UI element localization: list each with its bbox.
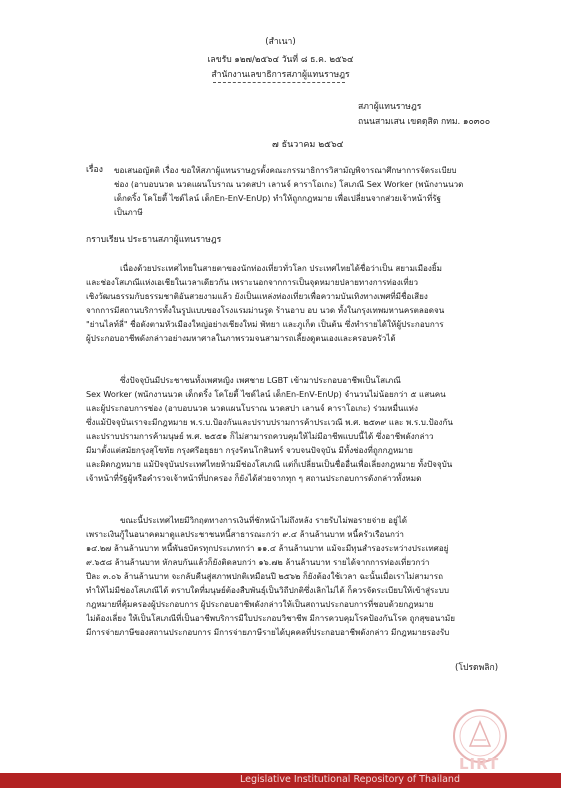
salutation: กราบเรียน ประธานสภาผู้แทนราษฎร [86,235,222,245]
paragraph-line: ซึ่งปัจจุบันมีประชาชนทั้งเพศหญิง เพศชาย LGBT เข้ามาประกอบอาชีพเป็นโสเภณี [120,375,401,385]
paragraph-line: ทำให้ไม่มีช่องโสเภณีได้ ตราบใดที่มนุษย์ต้องสืบพันธุ์เป็นวิถีปกติซึ่งเลิกไม่ได้ ก็ควรจัดระเบียบให้เข้าสู่ระบบ [86,585,450,595]
paragraph-line: Sex Worker (พนักงานนวด เด็กดริ้ง โคโยตี้ ไซด์ไลน์ เด็กEn-EnV-EnUp) จำนวนไม่น้อยกว่า ๕ แสนคน [86,389,446,399]
paragraph-line: ๑๔.๒๗ ล้านล้านบาท หนี้พันธบัตรทุกประเภทกว่า ๑๑.๔ ล้านล้านบาท แม้จะมีทุนสำรองระหว่างประเทศอยู่ [86,543,449,553]
paragraph-line: ๙.๖๕๘ ล้านล้านบาท หักลบกันแล้วก็ยังติดลบกว่า ๑๖.๗๒ ล้านล้านบาท รายได้จากการท่องเที่ยวกว่า [86,557,430,567]
paragraph-line: จากการมีสถานบริการทั้งในรูปแบบของโรงแรมม่านรูด ร้านอาบ อบ นวด ทั้งในกรุงเทพมหานครตลอดจน [86,305,445,315]
paragraph-line: และผิดกฎหมาย แม้ปัจจุบันประเทศไทยห้ามมีช่องโสเภณี แต่ก็เปลี่ยนเป็นชื่ออื่นเพื่อเลี่ยงกฎหมาย ทั้งปัจจุบัน [86,459,453,469]
paragraph-line: ซึ่งแม้ปัจจุบันเราจะมีกฎหมาย พ.ร.บ.ป้องกันและปราบปรามการค้าประเวณี พ.ศ. ๒๕๓๙ และ พ.ร.บ.ป้องกัน [86,417,453,427]
office-name: สำนักงานเลขาธิการสภาผู้แทนราษฎร [211,70,350,80]
paragraph-line: ปีละ ๓.๐๖ ล้านล้านบาท จะกลับคืนสู่สภาพปกติเหมือนปี ๒๕๖๒ ก็ยังต้องใช้เวลา ฉะนั้นเมื่อเราไม่สามารถ [86,571,443,581]
subject-line: ขอเสนอญัตติ เรื่อง ขอให้สภาผู้แทนราษฎรตั้งคณะกรรมาธิการวิสามัญพิจารณาศึกษาการจัดระเบียบ [114,165,457,175]
copy-mark: (สำเนา) [265,37,296,47]
address-line-2: ถนนสามเสน เขตดุสิต กทม. ๑๐๓๐๐ [358,117,491,127]
paragraph-line: เนื่องด้วยประเทศไทยในสายตาของนักท่องเที่ยวทั่วโลก ประเทศไทยได้ชื่อว่าเป็น สยามเมืองยิ้ม [120,263,442,273]
paragraph-line: และผู้ประกอบการช่อง (อาบอบนวด นวดแผนโบราณ นวดสปา เลานจ์ คาราโอเกะ) ร่วมหมื่นแห่ง [86,403,418,413]
paragraph-line: ผู้ประกอบอาชีพดังกล่าวอย่างมหาศาลในภาพรวมจนสามารถเลี้ยงดูตนเองและครอบครัวได้ [86,333,396,343]
letter-date: ๗ ธันวาคม ๒๕๖๔ [272,140,344,150]
paragraph-line: เจ้าหน้าที่รัฐผู้หรือคำรวจเจ้าหน้าที่ปกครอง ก็ยังได้ส่วยจากทุก ๆ สถานประกอบการดังกล่าวทั้งหมด [86,473,422,483]
repository-name: Legislative Institutional Repository of Thailand [240,774,460,785]
header-separator [213,82,345,83]
continued-mark: (โปรดพลิก) [455,663,499,673]
repository-band [0,773,561,788]
paragraph-line: และช่องโสเภณีแห่งเอเชียในเวลาเดียวกัน เพราะนอกจากการเป็นจุดหมายปลายทางการท่องเที่ยว [86,277,419,287]
watermark-lirt: LIRT [459,755,500,773]
paragraph-line: ไม่ต้องเลี่ยง ให้เป็นโสเภณีที่เป็นอาชีพบริการมีใบประกอบวิชาชีพ มีการควบคุมโรคป้องกันโรค ถูกสุขอนามัย [86,613,455,623]
paragraph-line: มีการจ่ายภาษีของสถานประกอบการ มีการจ่ายภาษีรายได้บุคคลที่ประกอบอาชีพดังกล่าว มีกฎหมายรองรับ [86,627,450,637]
subject-line: เป็นภาษี [114,207,143,217]
paragraph-line: เชิงวัฒนธรรมกับธรรมชาติอันสวยงามแล้ว ยังเป็นแหล่งท่องเที่ยวเพื่อความบันเทิงทางเพศที่มีชื่อเสียง [86,291,428,301]
subject-label: เรื่อง [86,165,103,175]
address-line-1: สภาผู้แทนราษฎร [358,102,422,112]
paragraph-line: ขณะนี้ประเทศไทยมีวิกฤตทางการเงินที่ชักหน้าไม่ถึงหลัง รายรับไม่พอรายจ่าย อยู่ได้ [120,515,408,525]
paragraph-line: กฎหมายที่คุ้มครองผู้ประกอบการ ผู้ประกอบอาชีพดังกล่าวให้เป็นสถานประกอบการที่ชอบด้วยกฎหมาย [86,599,434,609]
receipt-number: เลขรับ ๑๒๗/๒๕๖๔ วันที่ ๘ ธ.ค. ๒๕๖๔ [207,55,354,65]
paragraph-line: "ย่านไลท์ลี่" ชื่อดังตามหัวเมืองใหญ่อย่างเชียงใหม่ พัทยา และภูเก็ต เป็นต้น ซึ่งทำรายได้ให้ผู้ประกอบการ [86,319,444,329]
paragraph-line: เพราะเงินกู้ในอนาคตมาดูแลประชาชนหนี้สาธารณะกว่า ๙.๔ ล้านล้านบาท หนี้ครัวเรือนกว่า [86,529,404,539]
paragraph-line: มีมาตั้งแต่สมัยกรุงสุโขทัย กรุงศรีอยุธยา กรุงรัตนโกสินทร์ จวบจนปัจจุบัน มีทั้งช่องที่ถูกกฎหมาย [86,445,413,455]
subject-line: เด็กดริ้ง โคโยตี้ ไซด์ไลน์ เด็กEn-EnV-EnUp) ทำให้ถูกกฎหมาย เพื่อเปลี่ยนจากส่วยเจ้าหน้าที่รัฐ [114,193,442,203]
subject-line: ช่อง (อาบอบนวด นวดแผนโบราณ นวดสปา เลานจ์ คาราโอเกะ) โสเภณี Sex Worker (พนักงานนวด [114,179,464,189]
paragraph-line: และปราบปรามการค้ามนุษย์ พ.ศ. ๒๕๕๑ ก็ไม่สามารถควบคุมให้ไม่มีอาชีพแบบนี้ได้ ซึ่งอาชีพดังกล่าว [86,431,434,441]
